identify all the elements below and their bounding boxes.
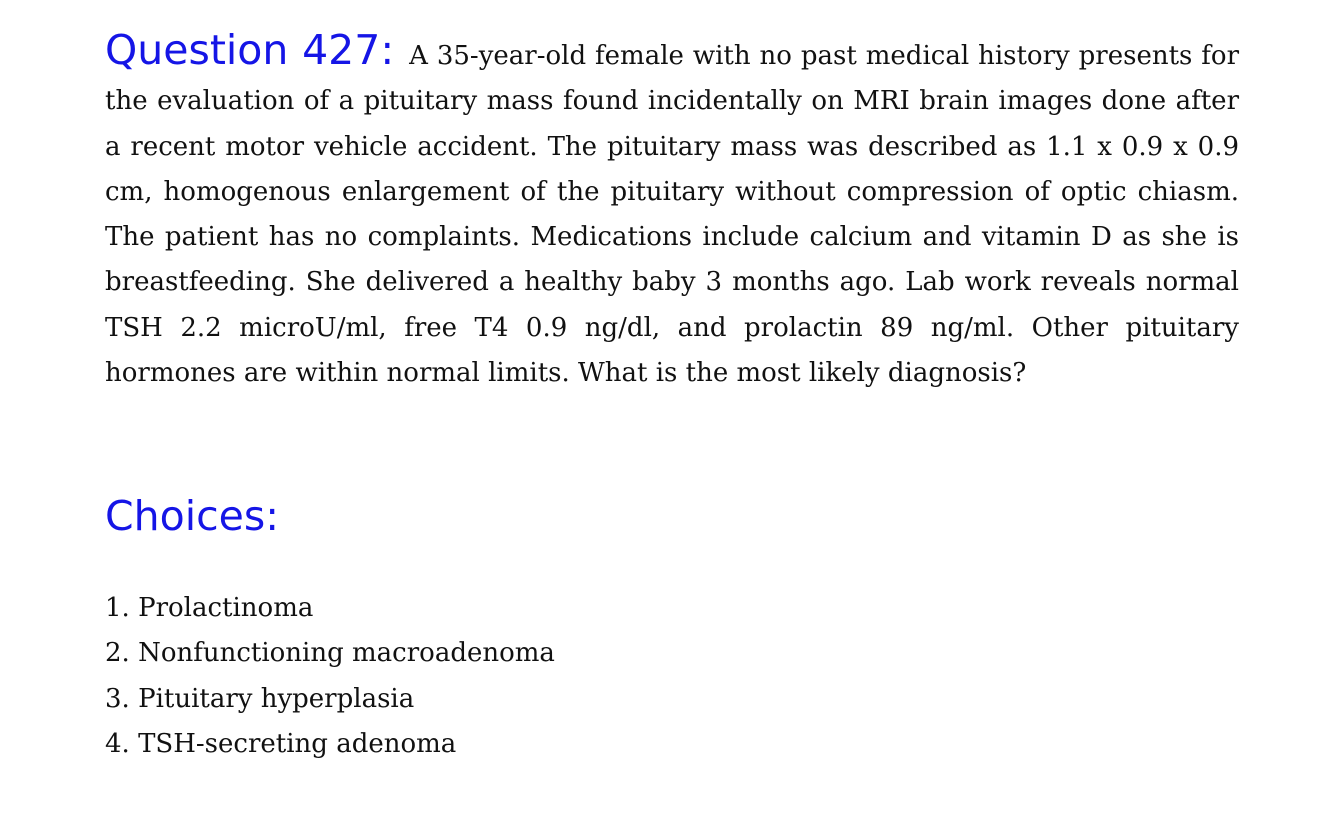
choice-item-3[interactable]: 3. Pituitary hyperplasia: [105, 683, 415, 714]
choice-item-4[interactable]: 4. TSH-secreting adenoma: [105, 728, 457, 759]
question-block: [105, 28, 1239, 396]
question-label: Question 427:: [105, 26, 395, 74]
choice-item-2[interactable]: 2. Nonfunctioning macroadenoma: [105, 638, 555, 669]
choice-list: [105, 586, 555, 767]
question-text: A 35-year-old female with no past medical history presents for the evaluation of a pituitary mass found incidentally on MRI brain images done after a recent motor vehicle accident. The pituitary mass was described as 1.1 x 0.9 x 0.9 cm, homogenous enlargement of the pituitary without compression of optic chiasm. The patient has no complaints. Medications include calcium and vitamin D as she is breastfeeding. She delivered a healthy baby 3 months ago. Lab work reveals normal TSH 2.2 microU/ml, free T4 0.9 ng/​dl, and prolactin 89 ng/ml. Other pituitary hormones are within normal limits. What is the most likely diagnosis?: [105, 41, 1240, 389]
choice-item-1[interactable]: 1. Prolactinoma: [105, 593, 314, 623]
choices-heading: Choices:: [105, 492, 280, 540]
